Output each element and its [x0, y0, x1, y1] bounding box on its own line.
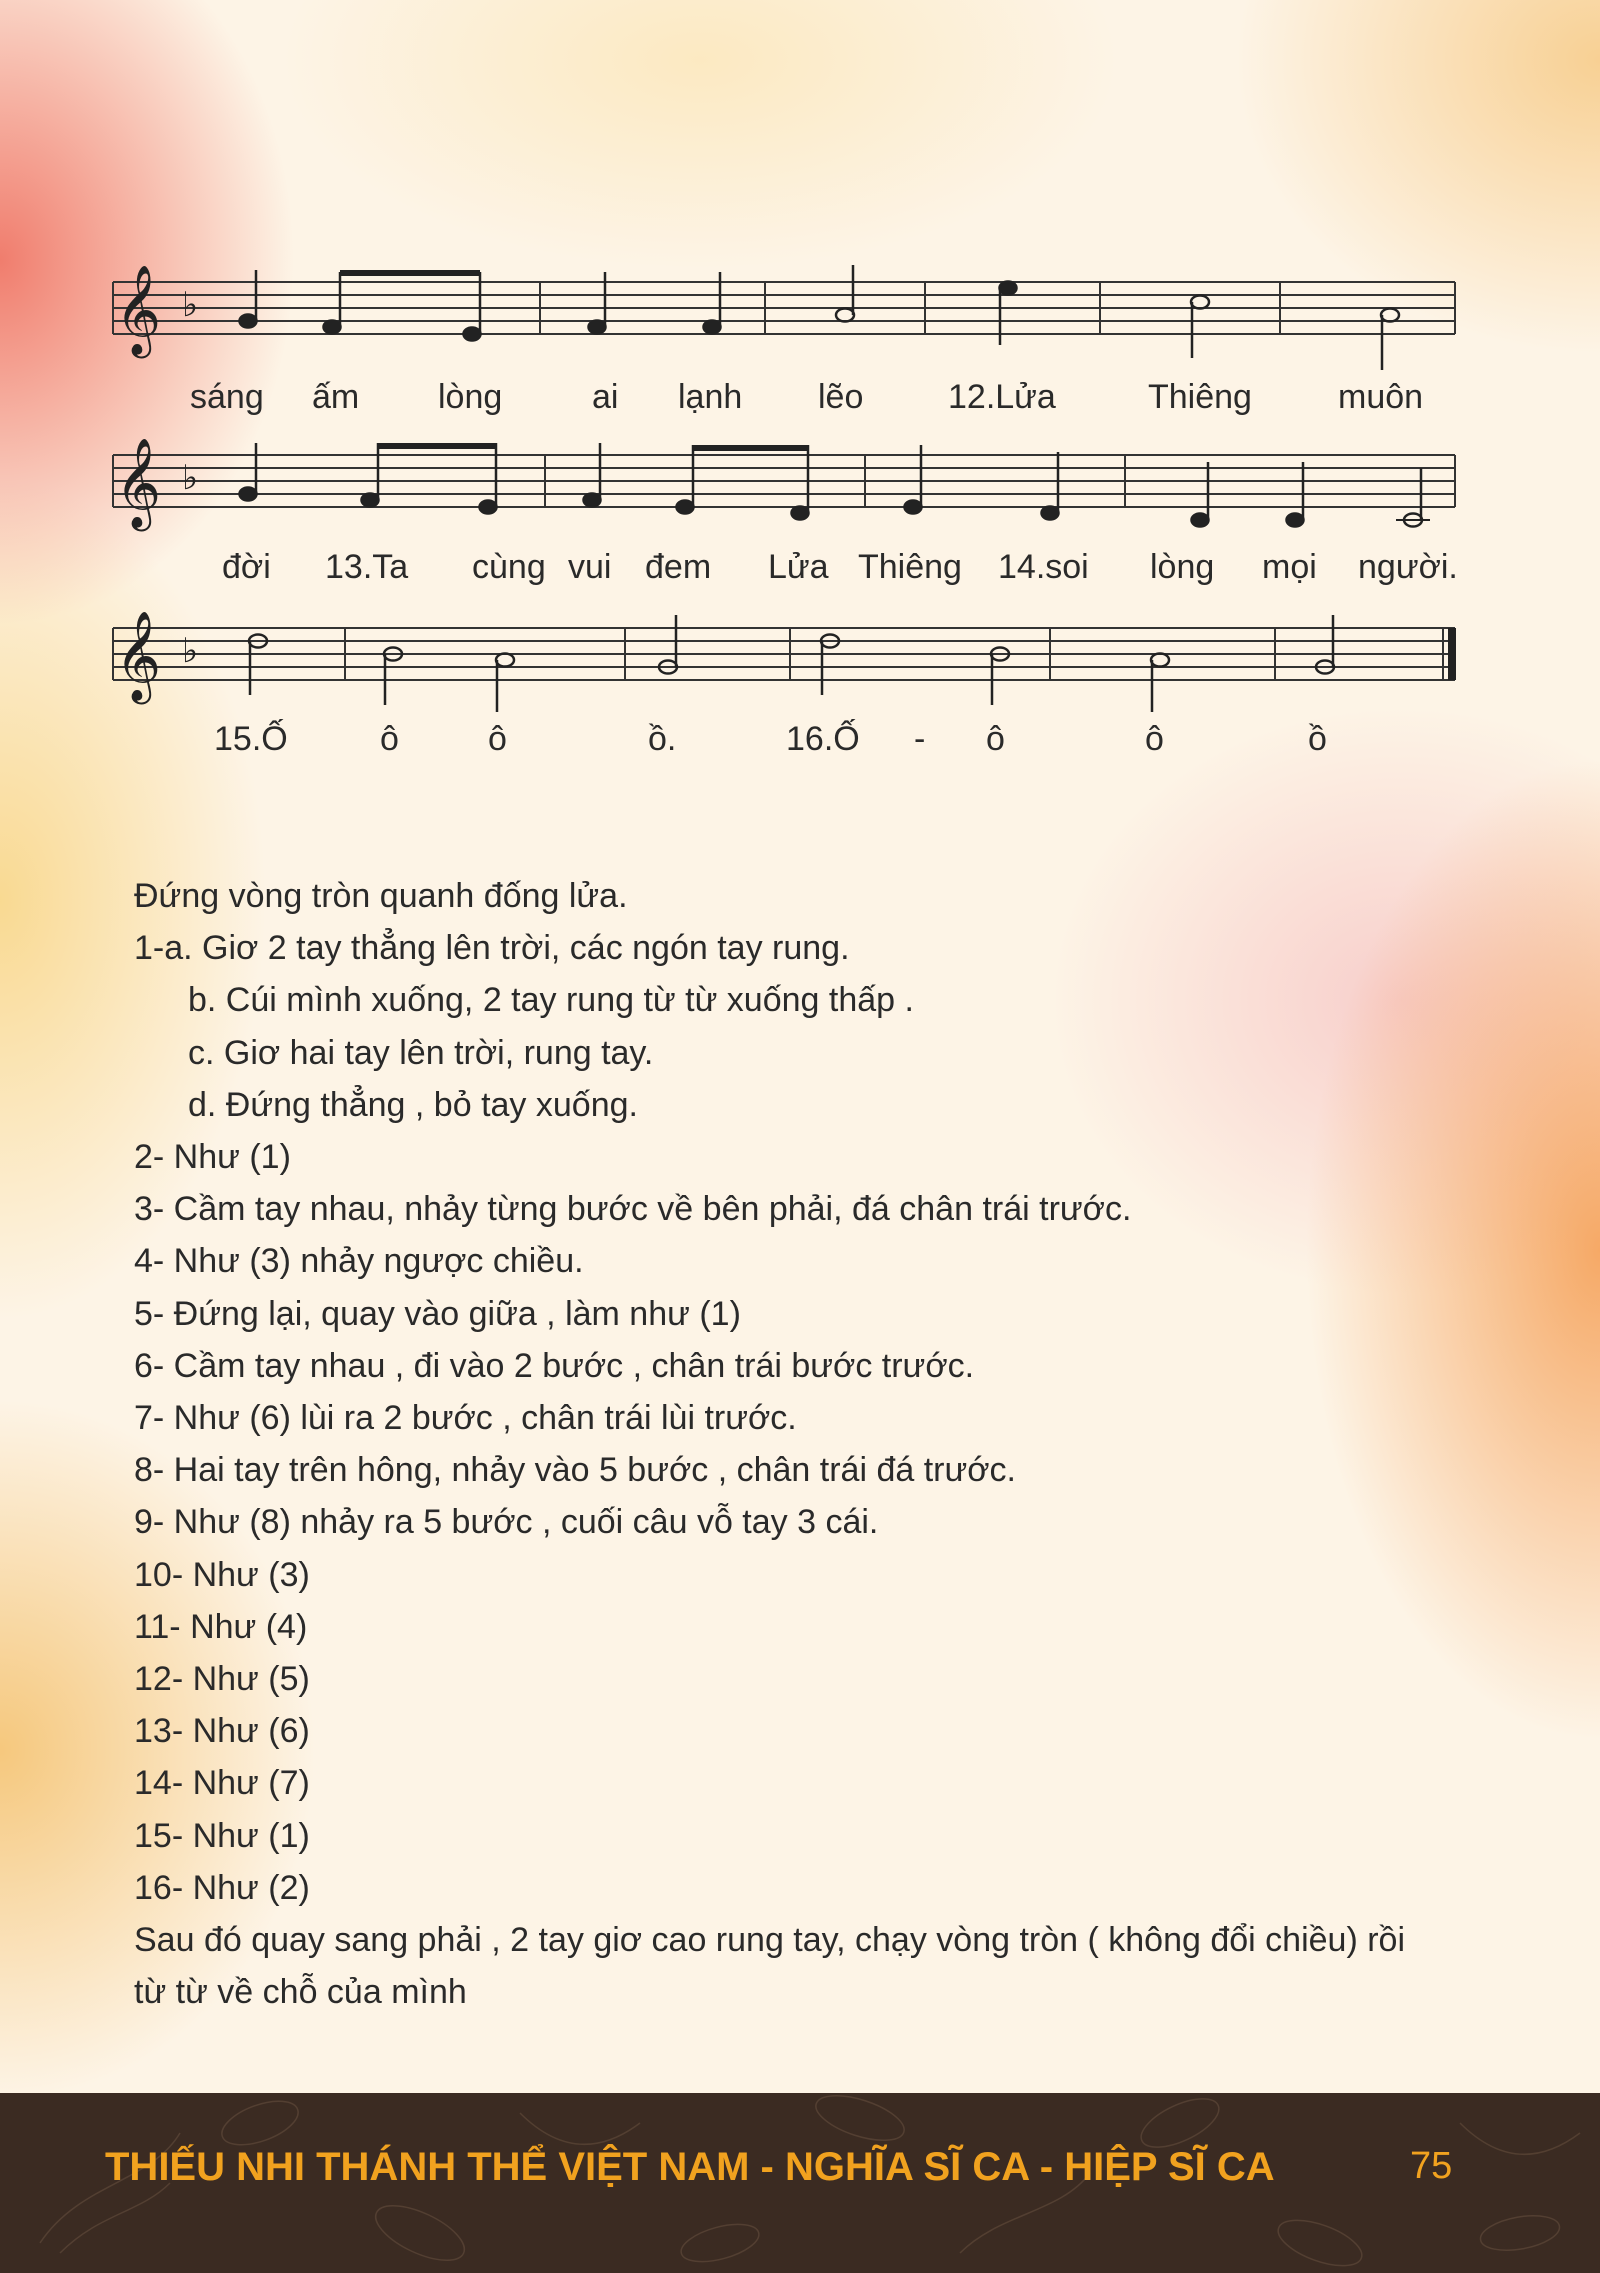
lyric-word: ô	[986, 720, 1005, 758]
instruction-step: d. Đứng thẳng , bỏ tay xuống.	[188, 1085, 638, 1124]
instruction-step: 5- Đứng lại, quay vào giữa , làm như (1)	[134, 1294, 741, 1333]
lyric-word: ồ.	[648, 720, 677, 758]
dance-instructions	[134, 870, 1434, 2018]
instruction-step: 8- Hai tay trên hông, nhảy vào 5 bước , chân trái đá trước.	[134, 1451, 1016, 1490]
instruction-step: 9- Như (8) nhảy ra 5 bước , cuối câu vỗ tay 3 cái.	[134, 1503, 879, 1542]
lyric-word: ô	[488, 720, 507, 758]
lyric-word: người.	[1358, 548, 1458, 586]
lyric-word: ô	[380, 720, 399, 758]
lyric-word: 16.Ố	[786, 720, 860, 758]
page-footer	[0, 2093, 1600, 2273]
lyric-word: lạnh	[678, 378, 743, 416]
lyric-word: ấm	[312, 378, 360, 416]
lyric-word: mọi	[1262, 548, 1317, 586]
instruction-step: 6- Cầm tay nhau , đi vào 2 bước , chân trái bước trước.	[134, 1346, 975, 1385]
svg-text:𝄞: 𝄞	[115, 438, 162, 528]
instruction-step: 12- Như (5)	[134, 1660, 310, 1699]
lyric-word: 15.Ố	[214, 720, 288, 758]
lyric-word: Thiêng	[1148, 378, 1252, 416]
instruction-step: 7- Như (6) lùi ra 2 bước , chân trái lùi trước.	[134, 1399, 797, 1438]
instruction-step: 10- Như (3)	[134, 1555, 310, 1594]
footer-title: THIẾU NHI THÁNH THỂ VIỆT NAM - NGHĨA SĨ CA - HIỆP SĨ CA	[105, 2145, 1275, 2189]
instruction-step: 11- Như (4)	[134, 1607, 308, 1646]
instruction-step: 1-a. Giơ 2 tay thẳng lên trời, các ngón tay rung.	[134, 929, 850, 968]
lyric-word: ô	[1145, 720, 1164, 758]
instruction-step: c. Giơ hai tay lên trời, rung tay.	[188, 1033, 654, 1072]
instruction-step: b. Cúi mình xuống, 2 tay rung từ từ xuống thấp .	[188, 981, 914, 1020]
instruction-step: 15- Như (1)	[134, 1816, 310, 1855]
lyric-word: ồ	[1308, 720, 1327, 758]
svg-text:𝄞: 𝄞	[115, 265, 162, 355]
lyric-word: -	[914, 720, 926, 758]
lyric-word: lòng	[438, 378, 503, 416]
instruction-step: 16- Như (2)	[134, 1868, 310, 1907]
instructions-outro: Sau đó quay sang phải , 2 tay giơ cao rung tay, chạy vòng tròn ( không đổi chiều) rồi từ từ về chỗ của mình	[134, 1921, 1405, 2012]
staff-system-3	[113, 611, 1456, 712]
lyric-word: đem	[645, 548, 712, 586]
instruction-step: 14- Như (7)	[134, 1764, 310, 1803]
lyric-word: 12.Lửa	[948, 378, 1056, 416]
instruction-step: 4- Như (3) nhảy ngược chiều.	[134, 1242, 584, 1281]
instruction-step: 13- Như (6)	[134, 1712, 310, 1751]
step-list	[134, 922, 1434, 1914]
lyric-word: đời	[222, 548, 271, 586]
staff-system-1	[113, 265, 1455, 370]
lyric-word: ai	[592, 378, 619, 416]
lyric-word: vui	[568, 548, 612, 586]
lyric-word: lẽo	[818, 378, 864, 416]
svg-text:♭: ♭	[182, 458, 199, 498]
svg-text:♭: ♭	[182, 285, 199, 325]
instructions-intro: Đứng vòng tròn quanh đống lửa.	[134, 877, 628, 915]
lyric-word: muôn	[1338, 378, 1424, 416]
svg-text:♭: ♭	[182, 631, 199, 671]
lyric-word: sáng	[190, 378, 264, 416]
lyric-word: 14.soi	[998, 548, 1089, 586]
svg-text:𝄞: 𝄞	[115, 611, 162, 701]
lyric-word: cùng	[472, 548, 546, 586]
lyric-word: 13.Ta	[325, 548, 409, 586]
lyric-word: lòng	[1150, 548, 1215, 586]
lyric-word: Lửa	[768, 548, 829, 586]
instruction-step: 2- Như (1)	[134, 1138, 291, 1177]
lyric-word: Thiêng	[858, 548, 962, 586]
instruction-step: 3- Cầm tay nhau, nhảy từng bước về bên phải, đá chân trái trước.	[134, 1190, 1132, 1229]
page-number: 75	[1410, 2145, 1453, 2187]
staff-system-2	[113, 438, 1455, 532]
